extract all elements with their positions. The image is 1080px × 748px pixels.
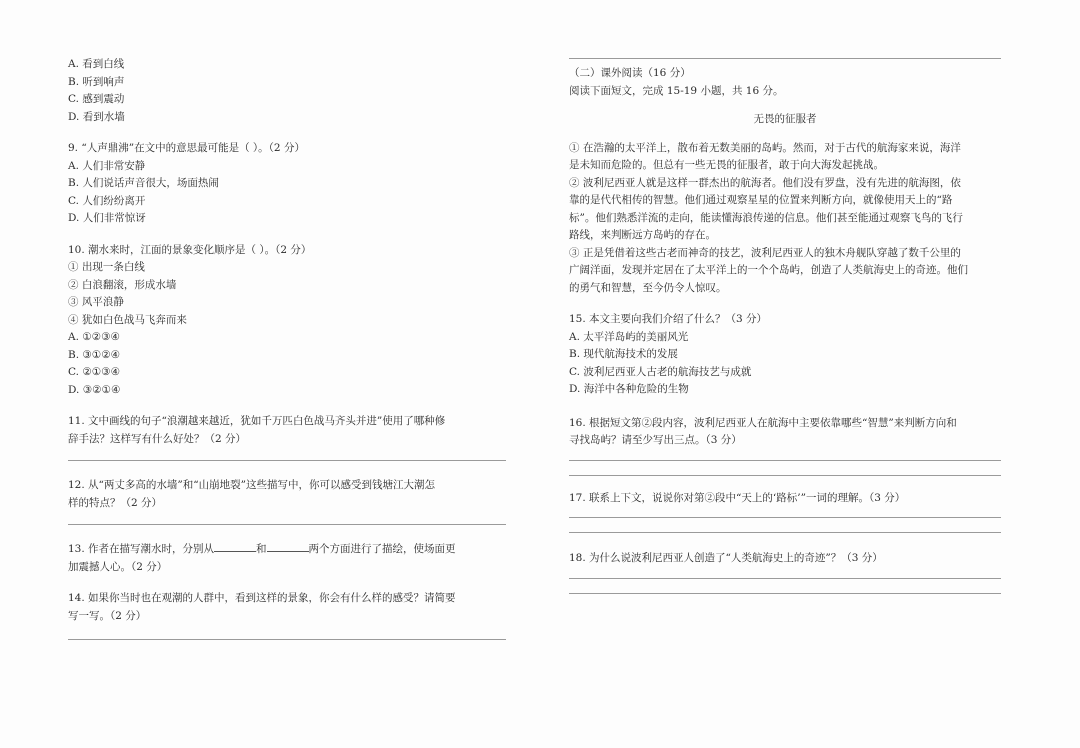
q16-stem-line1: 16. 根据短文第②段内容，波利尼西亚人在航海中主要依靠哪些“智慧”来判断方向和 [569, 416, 957, 429]
q9-option-b: B. 人们说话声音很大，场面热闹 [68, 177, 219, 189]
q13-stem-line1 [68, 541, 506, 559]
para3-line3: 的勇气和智慧，至今仍令人惊叹。 [569, 281, 727, 294]
q10-item-2: ② 白浪翻滚，形成水墙 [68, 278, 177, 291]
q10-stem: 10. 潮水来时，江面的景象变化顺序是（ ）。（2 分） [68, 243, 312, 256]
q10-item-1: ① 出现一条白线 [68, 261, 145, 273]
q9-option-a: A. 人们非常安静 [68, 159, 146, 172]
article-title: 无畏的征服者 [753, 113, 817, 125]
q11-stem-line1: 11. 文中画线的句子“浪潮越来越近，犹如千万匹白色战马齐头并进”使用了哪种修 [68, 415, 446, 427]
q18-stem: 18. 为什么说波利尼西亚人创造了“人类航海史上的奇迹”？（3 分） [569, 552, 883, 564]
para3-line1: ③ 正是凭借着这些古老而神奇的技艺，波利尼西亚人的独木舟舰队穿越了数千公里的 [569, 246, 961, 259]
right-column [569, 58, 1001, 594]
para2-line2: 靠的是代代相传的智慧。他们通过观察星星的位置来判断方向，就像使用天上的“路 [569, 194, 953, 206]
q13-text-2: 和 [256, 543, 267, 555]
q15-option-a: A. 太平洋岛屿的美丽风光 [569, 330, 689, 343]
q13-text-3: 两个方面进行了描绘，使场面更 [308, 543, 456, 555]
q18-answer-line-2[interactable] [569, 593, 1001, 594]
q10-option-b: B. ③①②④ [68, 348, 121, 361]
para2-line4: 路线，来判断远方岛屿的存在。 [569, 229, 716, 241]
q10-item-4: ④ 犹如白色战马飞奔而来 [68, 313, 187, 326]
q13-stem-line2: 加震撼人心。（2 分） [68, 560, 168, 573]
section-title: （二）课外阅读（16 分） [569, 67, 691, 79]
q14-answer-line[interactable] [68, 639, 506, 640]
q12-stem-line1: 12. 从“两丈多高的水墙”和“山崩地裂”这些描写中，你可以感受到钱塘江大潮怎 [68, 479, 436, 491]
q9-option-d: D. 人们非常惊讶 [68, 212, 146, 224]
q15-option-c: C. 波利尼西亚人古老的航海技艺与成就 [569, 365, 752, 378]
reading-instruction: 阅读下面短文，完成 15-19 小题，共 16 分。 [569, 84, 784, 97]
q15-option-b: B. 现代航海技术的发展 [569, 348, 678, 360]
q13-blank-2[interactable] [267, 541, 309, 552]
q10-item-3: ③ 风平浪静 [68, 296, 124, 308]
q14-stem-line1: 14. 如果你当时也在观潮的人群中，看到这样的景象，你会有什么样的感受？请简要 [68, 592, 456, 604]
left-column [68, 56, 506, 640]
q8-option-c: C. 感到震动 [68, 93, 125, 105]
q13-text-1: 13. 作者在描写潮水时，分别从 [68, 543, 215, 555]
para1-line1: ① 在浩瀚的太平洋上，散布着无数美丽的岛屿。然而，对于古代的航海家来说，海洋 [569, 141, 961, 154]
para3-line2: 广阔洋面，发现并定居在了太平洋上的一个个岛屿，创造了人类航海史上的奇迹。他们 [569, 264, 968, 276]
para2-line3: 标”。他们熟悉洋流的走向，能读懂海浪传递的信息。他们甚至能通过观察飞鸟的飞行 [569, 211, 963, 224]
q12-stem-line2: 样的特点？（2 分） [68, 496, 163, 509]
q10-option-d: D. ③②①④ [68, 383, 121, 396]
q8-option-a: A. 看到白线 [68, 58, 125, 70]
q15-option-d: D. 海洋中各种危险的生物 [569, 383, 689, 395]
q9-option-c: C. 人们纷纷离开 [68, 194, 146, 207]
para2-line1: ② 波利尼西亚人就是这样一群杰出的航海者。他们没有罗盘，没有先进的航海图，依 [569, 176, 961, 189]
q15-stem: 15. 本文主要向我们介绍了什么？（3 分） [569, 313, 768, 325]
q17-stem: 17. 联系上下文，说说你对第②段中“天上的‘路标’”一词的理解。（3 分） [569, 491, 906, 504]
para1-line2: 是未知而危险的。但总有一些无畏的征服者，敢于向大海发起挑战。 [569, 159, 884, 171]
q11-stem-line2: 辞手法？这样写有什么好处？（2 分） [68, 432, 247, 445]
q8-option-d: D. 看到水墙 [68, 110, 125, 123]
q16-stem-line2: 寻找岛屿？请至少写出三点。（3 分） [569, 434, 742, 446]
q13-blank-1[interactable] [214, 541, 256, 552]
q9-stem: 9. “人声鼎沸”在文中的意思最可能是（ ）。（2 分） [68, 142, 305, 154]
q10-option-a: A. ①②③④ [68, 331, 120, 343]
q8-option-b: B. 听到响声 [68, 75, 125, 88]
q14-stem-line2: 写一写。（2 分） [68, 609, 147, 622]
q10-option-c: C. ②①③④ [68, 366, 120, 378]
